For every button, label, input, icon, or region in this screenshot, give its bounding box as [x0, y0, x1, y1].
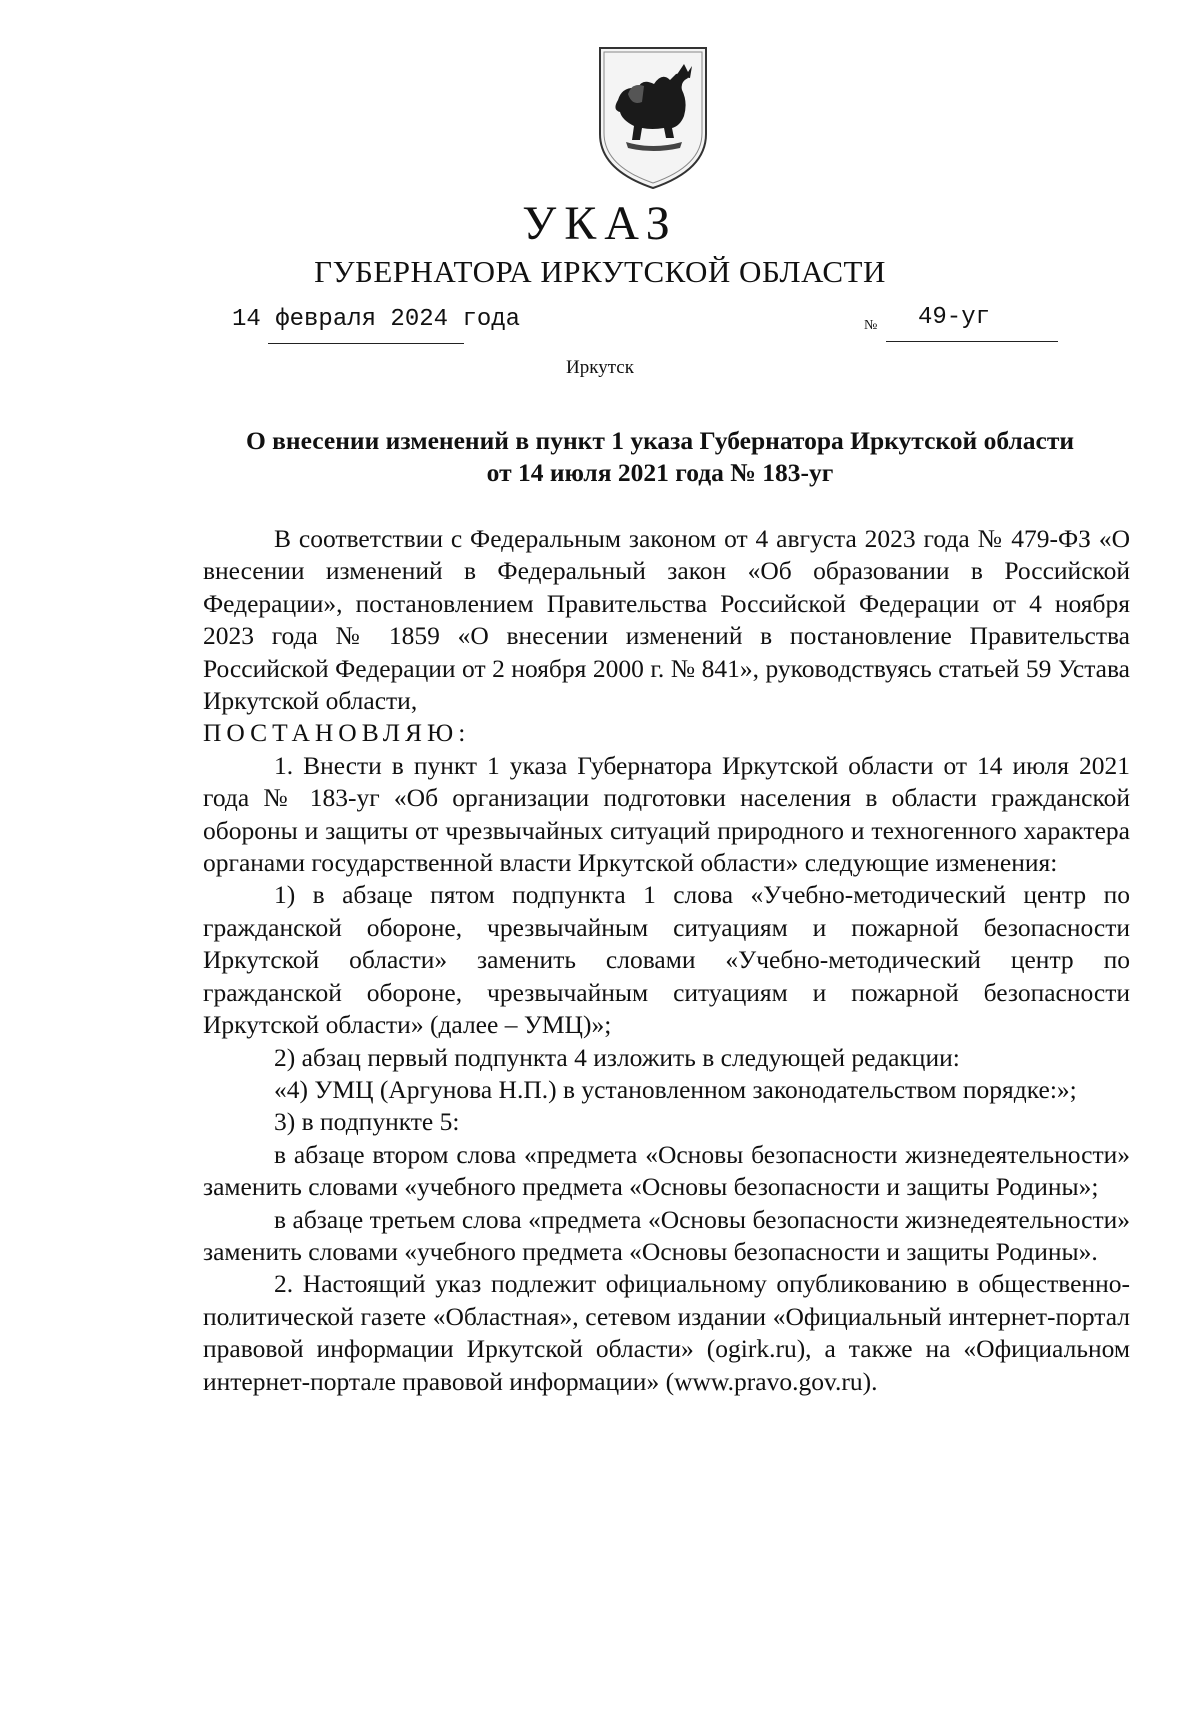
clause-2-paragraph: 2. Настоящий указ подлежит официальному опубликованию в общественно-политической газете «Областная», сетевом издании «Официальный интернет-портал правовой информации Иркутской области» (ogirk.ru), а также на «Официальном интернет-портале правовой информации» (www.pravo.gov.ru). — [203, 1269, 1130, 1396]
subclause-3-paragraph: 3) в подпункте 5: — [274, 1107, 460, 1137]
heading-line-2: от 14 июля 2021 года № 183-уг — [486, 458, 834, 487]
preamble-paragraph: В соответствии с Федеральным законом от 4 августа 2023 года № 479-ФЗ «О внесении изменений в Федеральный закон «Об образовании в Российской Федерации», постановлением Правительства Российской Федерации от 4 ноября 2023 года № 1859 «О внесении изменений в постановление Правительства Российской Федерации от 2 ноября 2000 г. № 841», руководствуясь статьей 59 Устава Иркутской области, — [203, 524, 1130, 716]
coat-of-arms-icon — [592, 42, 714, 192]
date-underline — [268, 343, 464, 344]
subclause-3-third-abzac-paragraph: в абзаце третьем слова «предмета «Основы безопасности жизнедеятельности» заменить словами «учебного предмета «Основы безопасности и защиты Родины». — [203, 1204, 1130, 1266]
document-city: Иркутск — [566, 357, 634, 378]
subclause-2-paragraph: 2) абзац первый подпункта 4 изложить в следующей редакции: — [274, 1042, 960, 1072]
document-title: УКАЗ — [522, 197, 678, 250]
subclause-1-paragraph: 1) в абзаце пятом подпункта 1 слова «Учебно-методический центр по гражданской обороне, чрезвычайным ситуациям и пожарной безопасности Иркутской области» заменить словами «Учебно-методический центр по гражданской обороне, чрезвычайным ситуациям и пожарной безопасности Иркутской области» (далее – УМЦ)»; — [203, 880, 1130, 1040]
subclause-2-text-paragraph: «4) УМЦ (Аргунова Н.П.) в установленном законодательством порядке:»; — [274, 1074, 1077, 1104]
heading-line-1: О внесении изменений в пункт 1 указа Губернатора Иркутской области — [245, 426, 1075, 455]
document-body — [203, 523, 1130, 1398]
subclause-3-second-abzac-paragraph: в абзаце втором слова «предмета «Основы безопасности жизнедеятельности» заменить словами «учебного предмета «Основы безопасности и защиты Родины»; — [203, 1139, 1130, 1202]
document-heading — [180, 425, 1140, 489]
document-number: 49-уг — [918, 304, 991, 331]
clause-1-paragraph: 1. Внести в пункт 1 указа Губернатора Иркутской области от 14 июля 2021 года № 183-уг «Об организации подготовки населения в области гражданской обороны и защиты от чрезвычайных ситуаций природного и техногенного характера органами государственной власти Иркутской области» следующие изменения: — [203, 750, 1130, 878]
number-underline — [886, 341, 1058, 342]
document-subtitle: ГУБЕРНАТОРА ИРКУТСКОЙ ОБЛАСТИ — [314, 254, 886, 289]
number-label: № — [864, 318, 878, 333]
decree-word: ПОСТАНОВЛЯЮ: — [203, 718, 471, 748]
document-date: 14 февраля 2024 года — [232, 306, 521, 333]
